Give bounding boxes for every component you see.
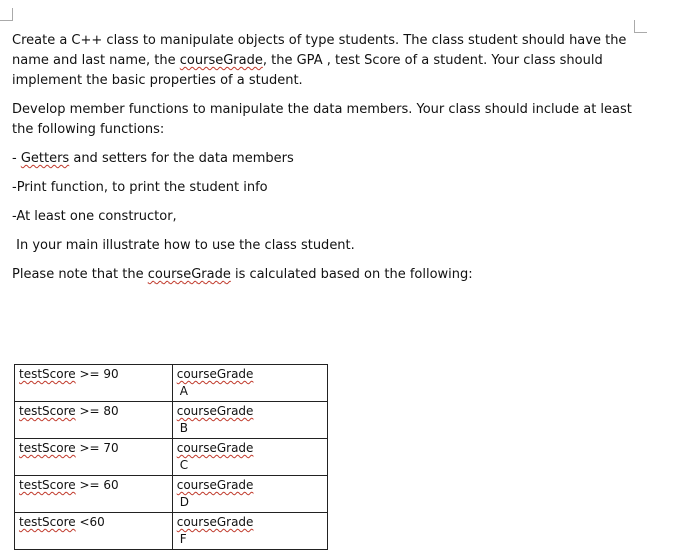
table-row — [15, 476, 328, 513]
paragraph-intro — [12, 31, 632, 91]
grade-letter: F — [179, 532, 187, 546]
intro-coursegrade-word: courseGrade — [179, 53, 263, 68]
note-coursegrade-word: courseGrade — [147, 267, 231, 282]
paragraph-note — [12, 265, 632, 285]
paragraph-constructor: -At least one constructor, — [12, 209, 177, 224]
condition-word: testScore — [19, 367, 76, 381]
grade-label: courseGrade — [176, 367, 254, 381]
table-row — [15, 439, 328, 476]
document-body — [12, 31, 632, 294]
condition-word: testScore — [19, 478, 76, 492]
page-corner-mark-right — [634, 20, 647, 33]
intro-text-e: , test Score of a student. Your class should implement the basic properties of a student. — [12, 53, 603, 88]
paragraph-getters — [12, 149, 632, 169]
grade-table — [14, 364, 328, 550]
getters-prefix: - — [12, 151, 21, 166]
grade-cell — [172, 513, 327, 550]
grade-cell — [172, 365, 327, 402]
grade-letter: A — [179, 384, 188, 398]
note-prefix: Please note that the — [12, 267, 148, 282]
grade-label: courseGrade — [176, 478, 254, 492]
condition-cell — [15, 402, 173, 439]
table-row — [15, 365, 328, 402]
intro-text-a: Create a C++ class to manipulate objects of type students. The class student should have the name and last name, the — [12, 33, 627, 68]
condition-cell — [15, 513, 173, 550]
condition-word: testScore — [19, 515, 76, 529]
condition-cell — [15, 439, 173, 476]
condition-op: >= 90 — [75, 367, 119, 381]
condition-op: <60 — [75, 515, 105, 529]
grade-letter: D — [179, 495, 189, 509]
grade-label: courseGrade — [176, 515, 254, 529]
condition-cell — [15, 365, 173, 402]
note-suffix: is calculated based on the following: — [230, 267, 473, 282]
grade-label: courseGrade — [176, 404, 254, 418]
condition-op: >= 70 — [75, 441, 119, 455]
grade-label: courseGrade — [176, 441, 254, 455]
condition-word: testScore — [19, 404, 76, 418]
paragraph-main: In your main illustrate how to use the class student. — [12, 238, 355, 253]
condition-word: testScore — [19, 441, 76, 455]
table-row — [15, 402, 328, 439]
getters-rest: and setters for the data members — [69, 151, 294, 166]
paragraph-develop: Develop member functions to manipulate the data members. Your class should include at least the following functions: — [12, 102, 632, 137]
grade-letter: B — [179, 421, 188, 435]
table-row — [15, 513, 328, 550]
getters-word: Getters — [20, 151, 70, 166]
grade-cell — [172, 476, 327, 513]
grade-cell — [172, 439, 327, 476]
condition-op: >= 80 — [75, 404, 119, 418]
page-corner-mark-left — [0, 8, 13, 21]
grade-letter: C — [179, 458, 189, 472]
condition-cell — [15, 476, 173, 513]
intro-text-c: , the — [262, 53, 297, 68]
condition-op: >= 60 — [75, 478, 119, 492]
grade-cell — [172, 402, 327, 439]
intro-gpa-word: GPA — [296, 53, 327, 68]
paragraph-print: -Print function, to print the student info — [12, 180, 268, 195]
